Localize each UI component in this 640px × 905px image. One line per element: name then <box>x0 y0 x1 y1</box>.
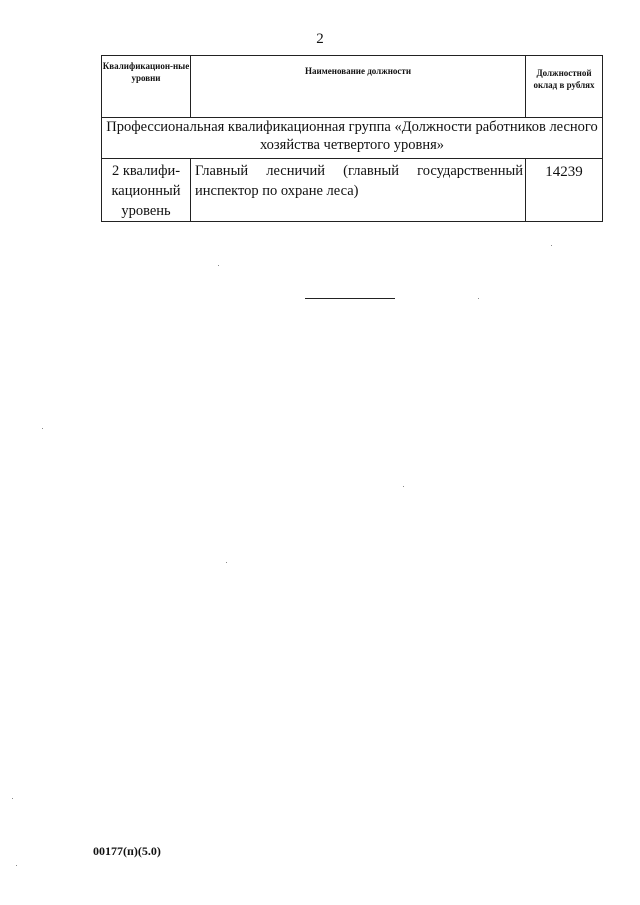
separator-line <box>305 298 395 299</box>
table-row <box>102 159 603 222</box>
header-qualification-levels: Квалификацион-ные уровни <box>102 56 191 118</box>
document-code: 00177(п)(5.0) <box>93 844 161 858</box>
qualification-table <box>101 55 603 222</box>
position-name-cell: Главный лесничий (главный государственный инспектор по охране леса) <box>191 159 526 222</box>
qualification-level-cell: 2 квалифи-кационный уровень <box>102 159 191 222</box>
salary-cell: 14239 <box>526 159 603 222</box>
header-position-name: Наименование должности <box>191 56 526 118</box>
table-header-row <box>102 56 603 118</box>
group-row <box>102 118 603 159</box>
scan-speck <box>42 428 43 429</box>
scan-speck <box>218 265 219 266</box>
scan-speck <box>16 865 17 866</box>
scan-speck <box>12 798 13 799</box>
scan-speck <box>551 245 552 246</box>
scan-speck <box>403 486 404 487</box>
professional-group-title: Профессиональная квалификационная группа «Должности работников лесного хозяйства четвертого уровня» <box>102 118 603 159</box>
header-salary: Должностной оклад в рублях <box>526 56 603 118</box>
scan-speck <box>478 298 479 299</box>
scan-speck <box>226 562 227 563</box>
page-number: 2 <box>316 31 324 47</box>
